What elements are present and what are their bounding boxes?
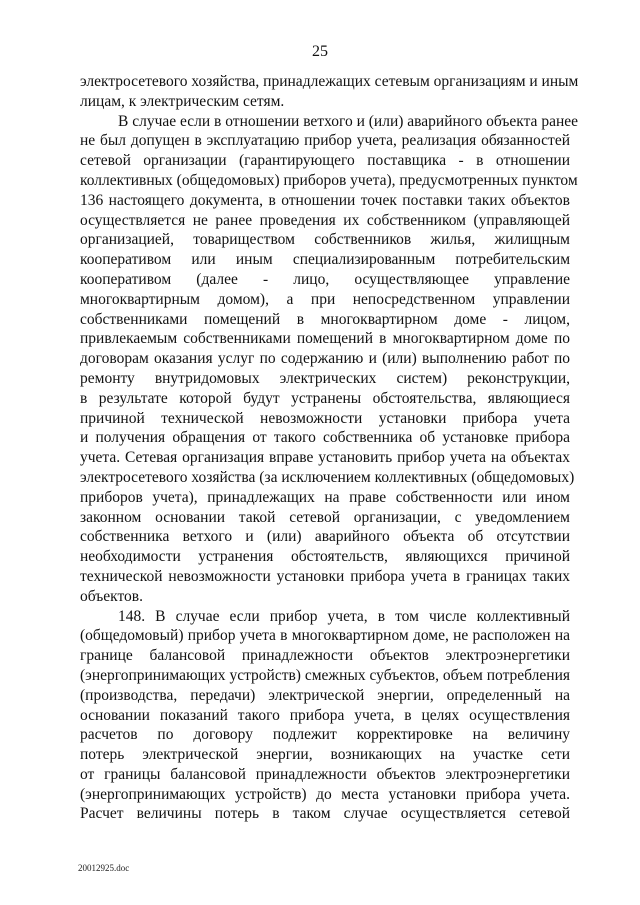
paragraph-first-line: 148. В случае если прибор учета, в том числе коллективный	[118, 607, 570, 625]
body-text	[80, 72, 579, 824]
text-line: ремонту внутридомовых электрических систем) реконструкции,	[80, 369, 570, 387]
text-line: необходимости устранения обстоятельств, являющихся причиной	[80, 548, 570, 566]
text-line: учета. Сетевая организация вправе установить прибор учета на объектах	[80, 449, 570, 467]
text-line: организацией, товариществом собственников жилья, жилищным	[80, 231, 570, 249]
text-line: лицам, к электрическим сетям.	[80, 92, 285, 110]
text-line: 136 настоящего документа, в отношении точек поставки таких объектов	[80, 191, 570, 209]
text-line: кооперативом или иным специализированным потребительским	[80, 251, 570, 269]
paragraph-first-line: В случае если в отношении ветхого и (или) аварийного объекта ранее	[118, 112, 578, 130]
text-line: и получения обращения от такого собственника об установке прибора	[80, 429, 570, 447]
page-number: 25	[312, 43, 328, 60]
text-line: границе балансовой принадлежности объектов электроэнергетики	[80, 647, 570, 665]
text-line: причиной технической невозможности установки прибора учета	[80, 409, 570, 427]
text-line: сетевой организации (гарантирующего поставщика - в отношении	[80, 152, 570, 170]
text-line: (производства, передачи) электрической энергии, определенный на	[80, 686, 570, 704]
text-line: (общедомовый) прибор учета в многоквартирном доме, не расположен на	[80, 627, 570, 645]
text-line: коллективных (общедомовых) приборов учета), предусмотренных пунктом	[80, 171, 578, 189]
text-line: потерь электрической энергии, возникающих на участке сети	[80, 746, 570, 764]
text-line: кооперативом (далее - лицо, осуществляющее управление	[80, 270, 570, 288]
text-line: не был допущен в эксплуатацию прибор учета, реализация обязанностей	[80, 132, 570, 150]
text-line: в результате которой будут устранены обстоятельства, являющиеся	[80, 389, 570, 407]
text-line: основании показаний такого прибора учета, в целях осуществления	[80, 706, 570, 724]
text-line: законном основании такой сетевой организации, с уведомлением	[80, 508, 570, 526]
text-line: электросетевого хозяйства (за исключением коллективных (общедомовых)	[80, 468, 575, 486]
text-line: приборов учета), принадлежащих на праве собственности или ином	[80, 488, 570, 506]
text-line: осуществляется не ранее проведения их собственником (управляющей	[80, 211, 570, 229]
text-line: привлекаемым собственниками помещений в многоквартирном доме по	[80, 330, 570, 348]
text-line: многоквартирным домом), а при непосредственном управлении	[80, 290, 570, 308]
text-line: договорам оказания услуг по содержанию и (или) выполнению работ по	[80, 350, 570, 368]
text-line: расчетов по договору подлежит корректировке на величину	[80, 726, 570, 744]
footer-filename: 20012925.doc	[78, 863, 130, 873]
text-line: собственника ветхого и (или) аварийного объекта об отсутствии	[80, 528, 570, 546]
text-line: (энергопринимающих устройств) до места установки прибора учета.	[80, 785, 570, 803]
text-line: электросетевого хозяйства, принадлежащих сетевым организациям и иным	[80, 73, 579, 90]
text-line: объектов.	[80, 587, 143, 605]
text-line: технической невозможности установки прибора учета в границах таких	[80, 567, 570, 585]
text-line: (энергопринимающих устройств) смежных субъектов, объем потребления	[80, 666, 570, 684]
text-line: собственниками помещений в многоквартирном доме - лицом,	[80, 310, 570, 328]
text-line: Расчет величины потерь в таком случае осуществляется сетевой	[80, 805, 570, 823]
text-line: от границы балансовой принадлежности объектов электроэнергетики	[80, 765, 570, 783]
